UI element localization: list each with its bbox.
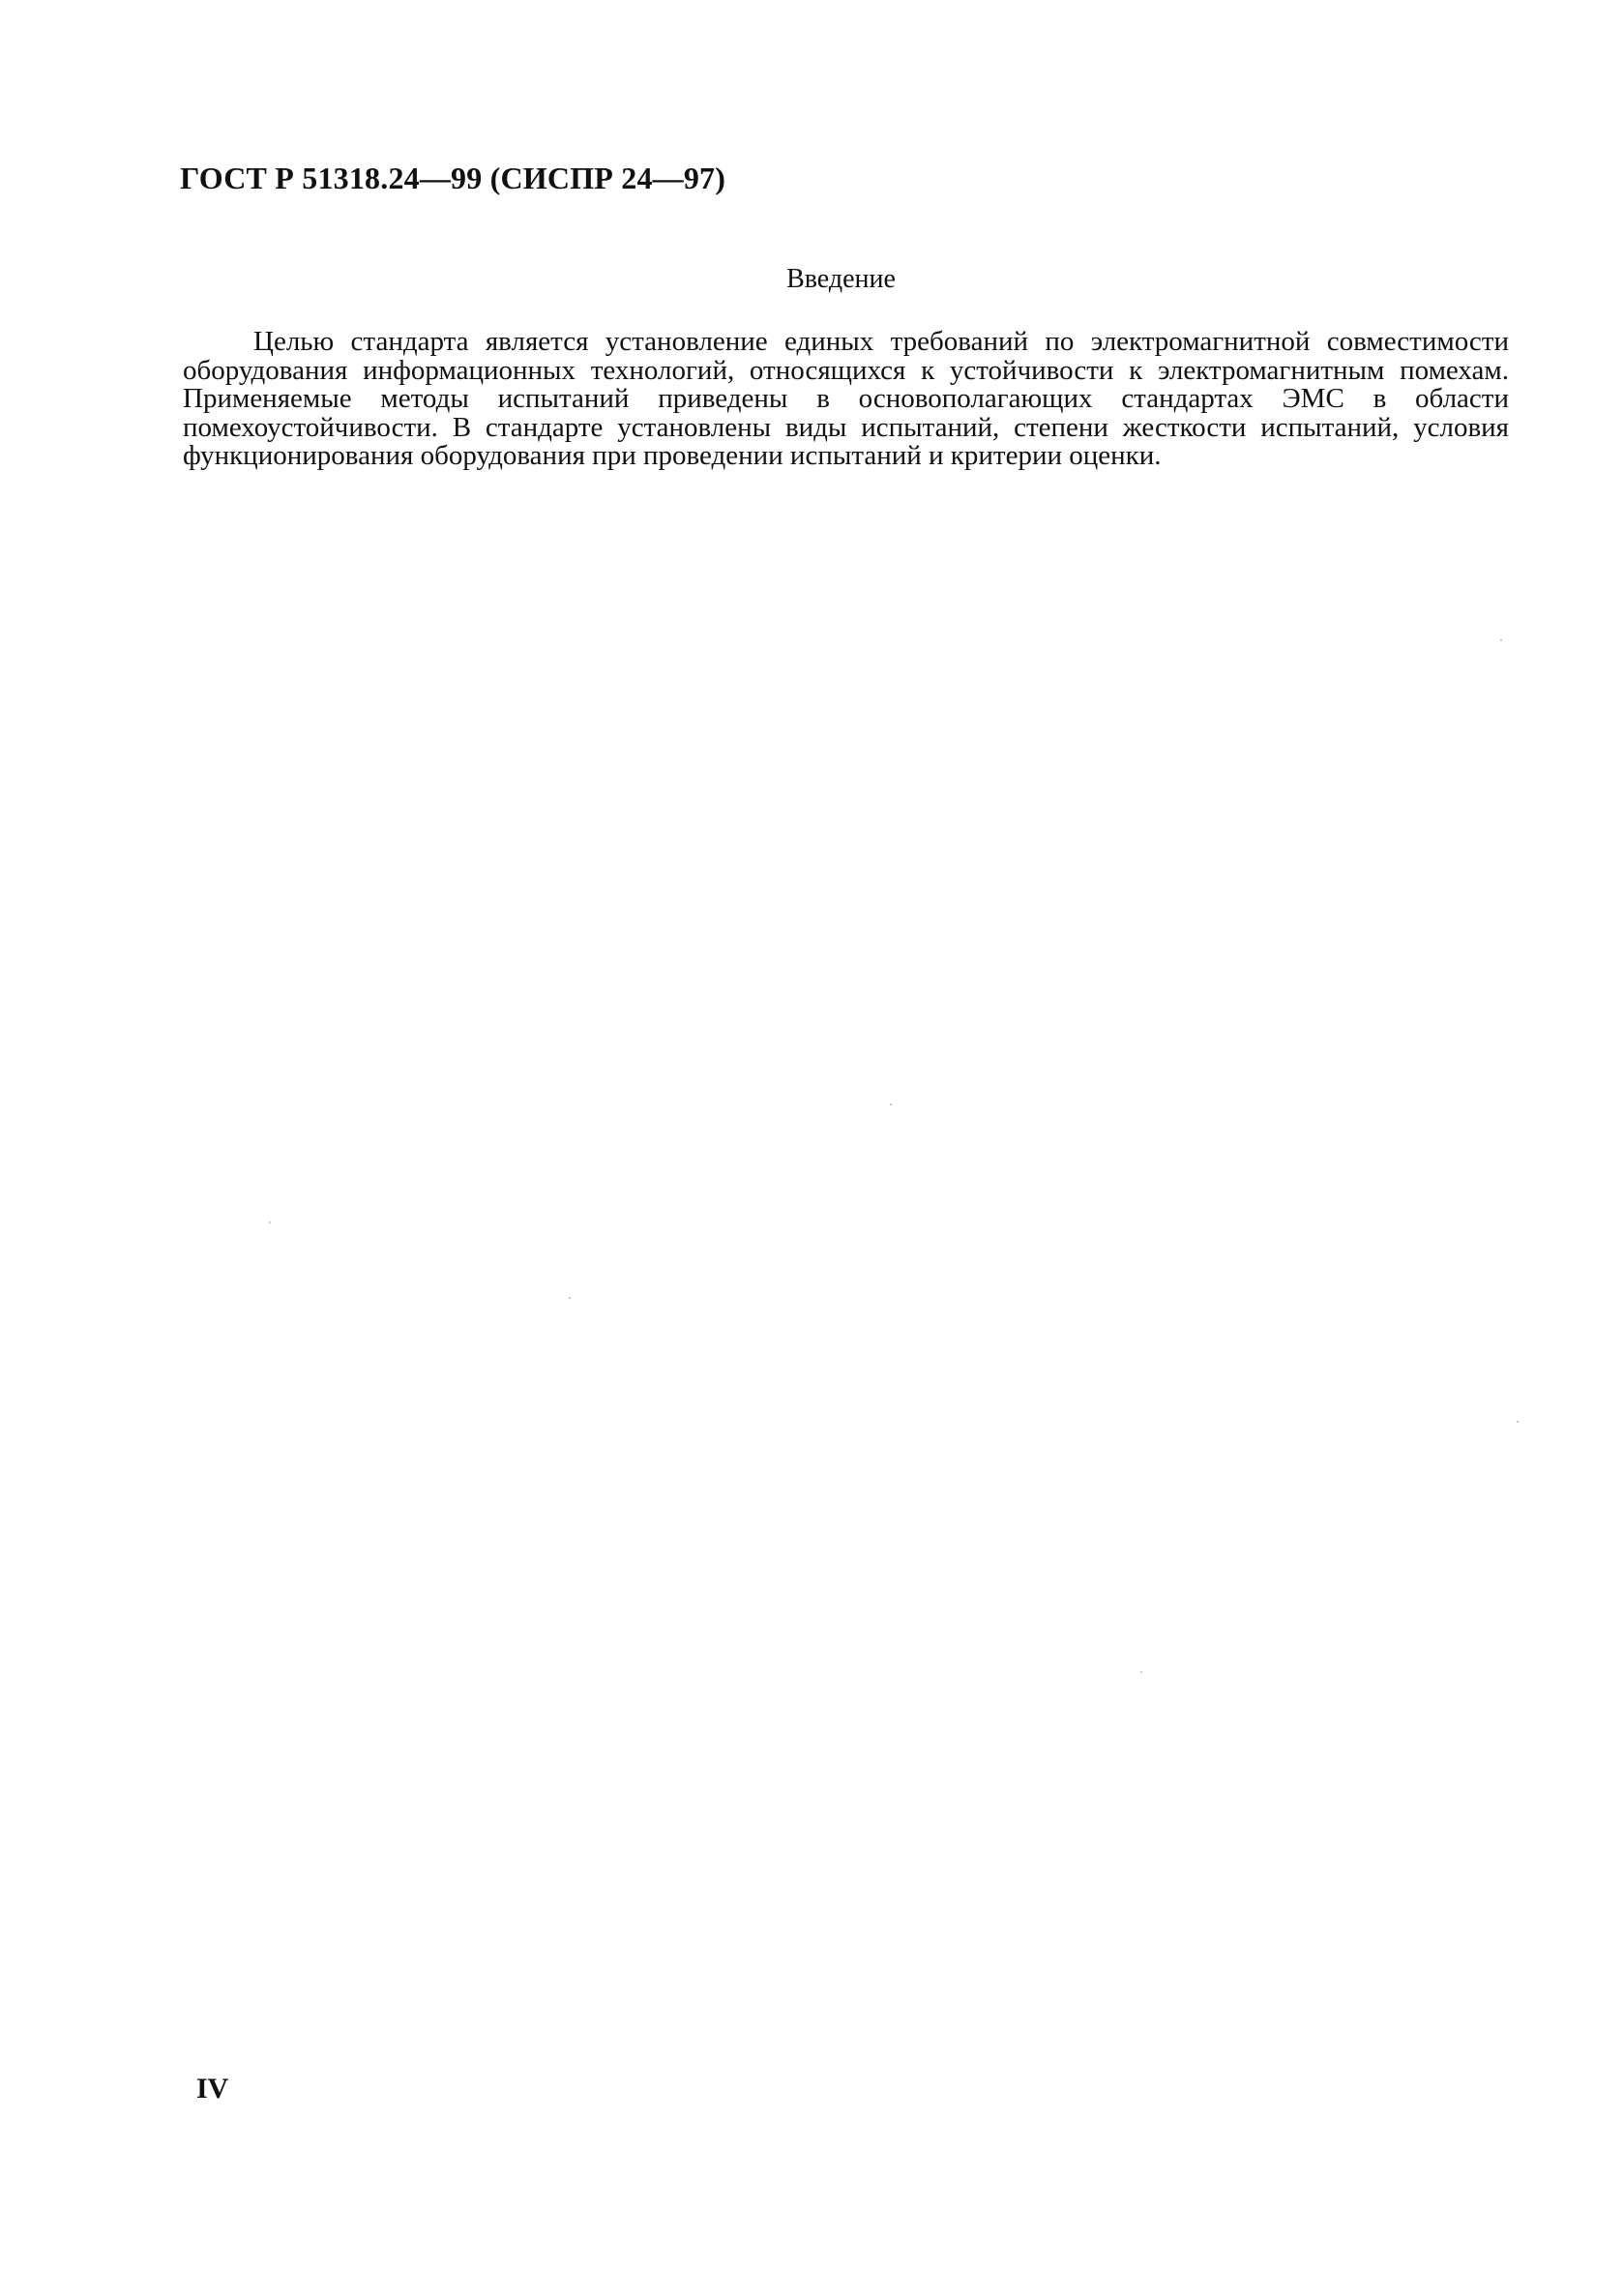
scan-speck xyxy=(890,1104,892,1105)
scan-speck xyxy=(569,1297,571,1299)
scan-speck xyxy=(269,1222,271,1223)
section-title: Введение xyxy=(786,264,896,294)
page-number: IV xyxy=(196,2073,229,2105)
scan-speck xyxy=(1500,639,1502,641)
introduction-paragraph: Целью стандарта является установление единых требований по электромагнитной совместимости оборудования информационных технологий, относящихся к устойчивости к электромагнитным помехам. Применяемые методы испытаний приведены в основополагающих стандартах ЭМС в области помехоустойчивости. В стандарте установлены виды испытаний, степени жесткости испытаний, условия функционирования оборудования при проведении испытаний и критерии оценки. xyxy=(183,326,1509,472)
document-header: ГОСТ Р 51318.24—99 (СИСПР 24—97) xyxy=(180,161,726,195)
scan-speck xyxy=(1517,1421,1519,1423)
scan-speck xyxy=(1140,1671,1142,1673)
